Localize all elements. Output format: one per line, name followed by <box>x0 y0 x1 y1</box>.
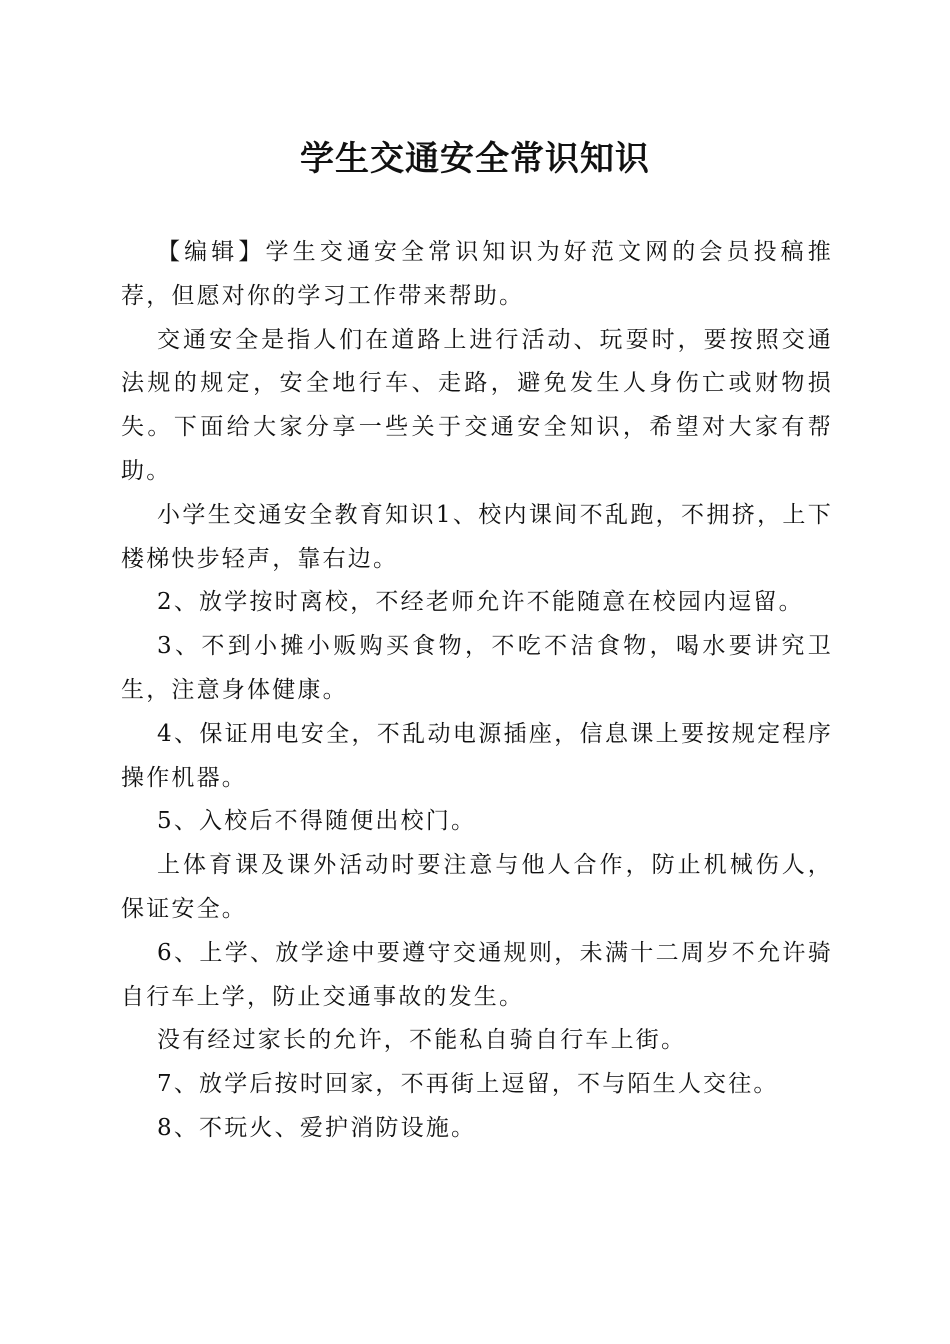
paragraph-rule-8: 8、不玩火、爱护消防设施。 <box>157 1114 477 1141</box>
document-body <box>121 231 833 1151</box>
paragraph-rule-4: 4、保证用电安全，不乱动电源插座，信息课上要按规定程序操作机器。 <box>121 720 833 791</box>
paragraph-intro: 【编辑】学生交通安全常识知识为好范文网的会员投稿推荐，但愿对你的学习工作带来帮助。 <box>121 239 833 309</box>
paragraph-rule-7: 7、放学后按时回家，不再街上逗留，不与陌生人交往。 <box>157 1071 779 1098</box>
paragraph-pe-class: 上体育课及课外活动时要注意与他人合作，防止机械伤人，保证安全。 <box>121 852 833 922</box>
page-title: 学生交通安全常识知识 <box>300 139 650 179</box>
paragraph-rule-1: 小学生交通安全教育知识1、校内课间不乱跑，不拥挤，上下楼梯快步轻声，靠右边。 <box>121 501 833 572</box>
paragraph-rule-2: 2、放学按时离校，不经老师允许不能随意在校园内逗留。 <box>157 589 804 616</box>
paragraph-rule-5: 5、入校后不得随便出校门。 <box>157 808 477 835</box>
paragraph-rule-6: 6、上学、放学途中要遵守交通规则，未满十二周岁不允许骑自行车上学，防止交通事故的发生。 <box>121 939 833 1010</box>
paragraph-rule-3: 3、不到小摊小贩购买食物，不吃不洁食物，喝水要讲究卫生，注意身体健康。 <box>121 633 833 703</box>
paragraph-bicycle: 没有经过家长的允许，不能私自骑自行车上街。 <box>157 1027 687 1054</box>
paragraph-definition: 交通安全是指人们在道路上进行活动、玩耍时，要按照交通法规的规定，安全地行车、走路，避免发生人身伤亡或财物损失。下面给大家分享一些关于交通安全知识，希望对大家有帮助。 <box>121 326 833 484</box>
